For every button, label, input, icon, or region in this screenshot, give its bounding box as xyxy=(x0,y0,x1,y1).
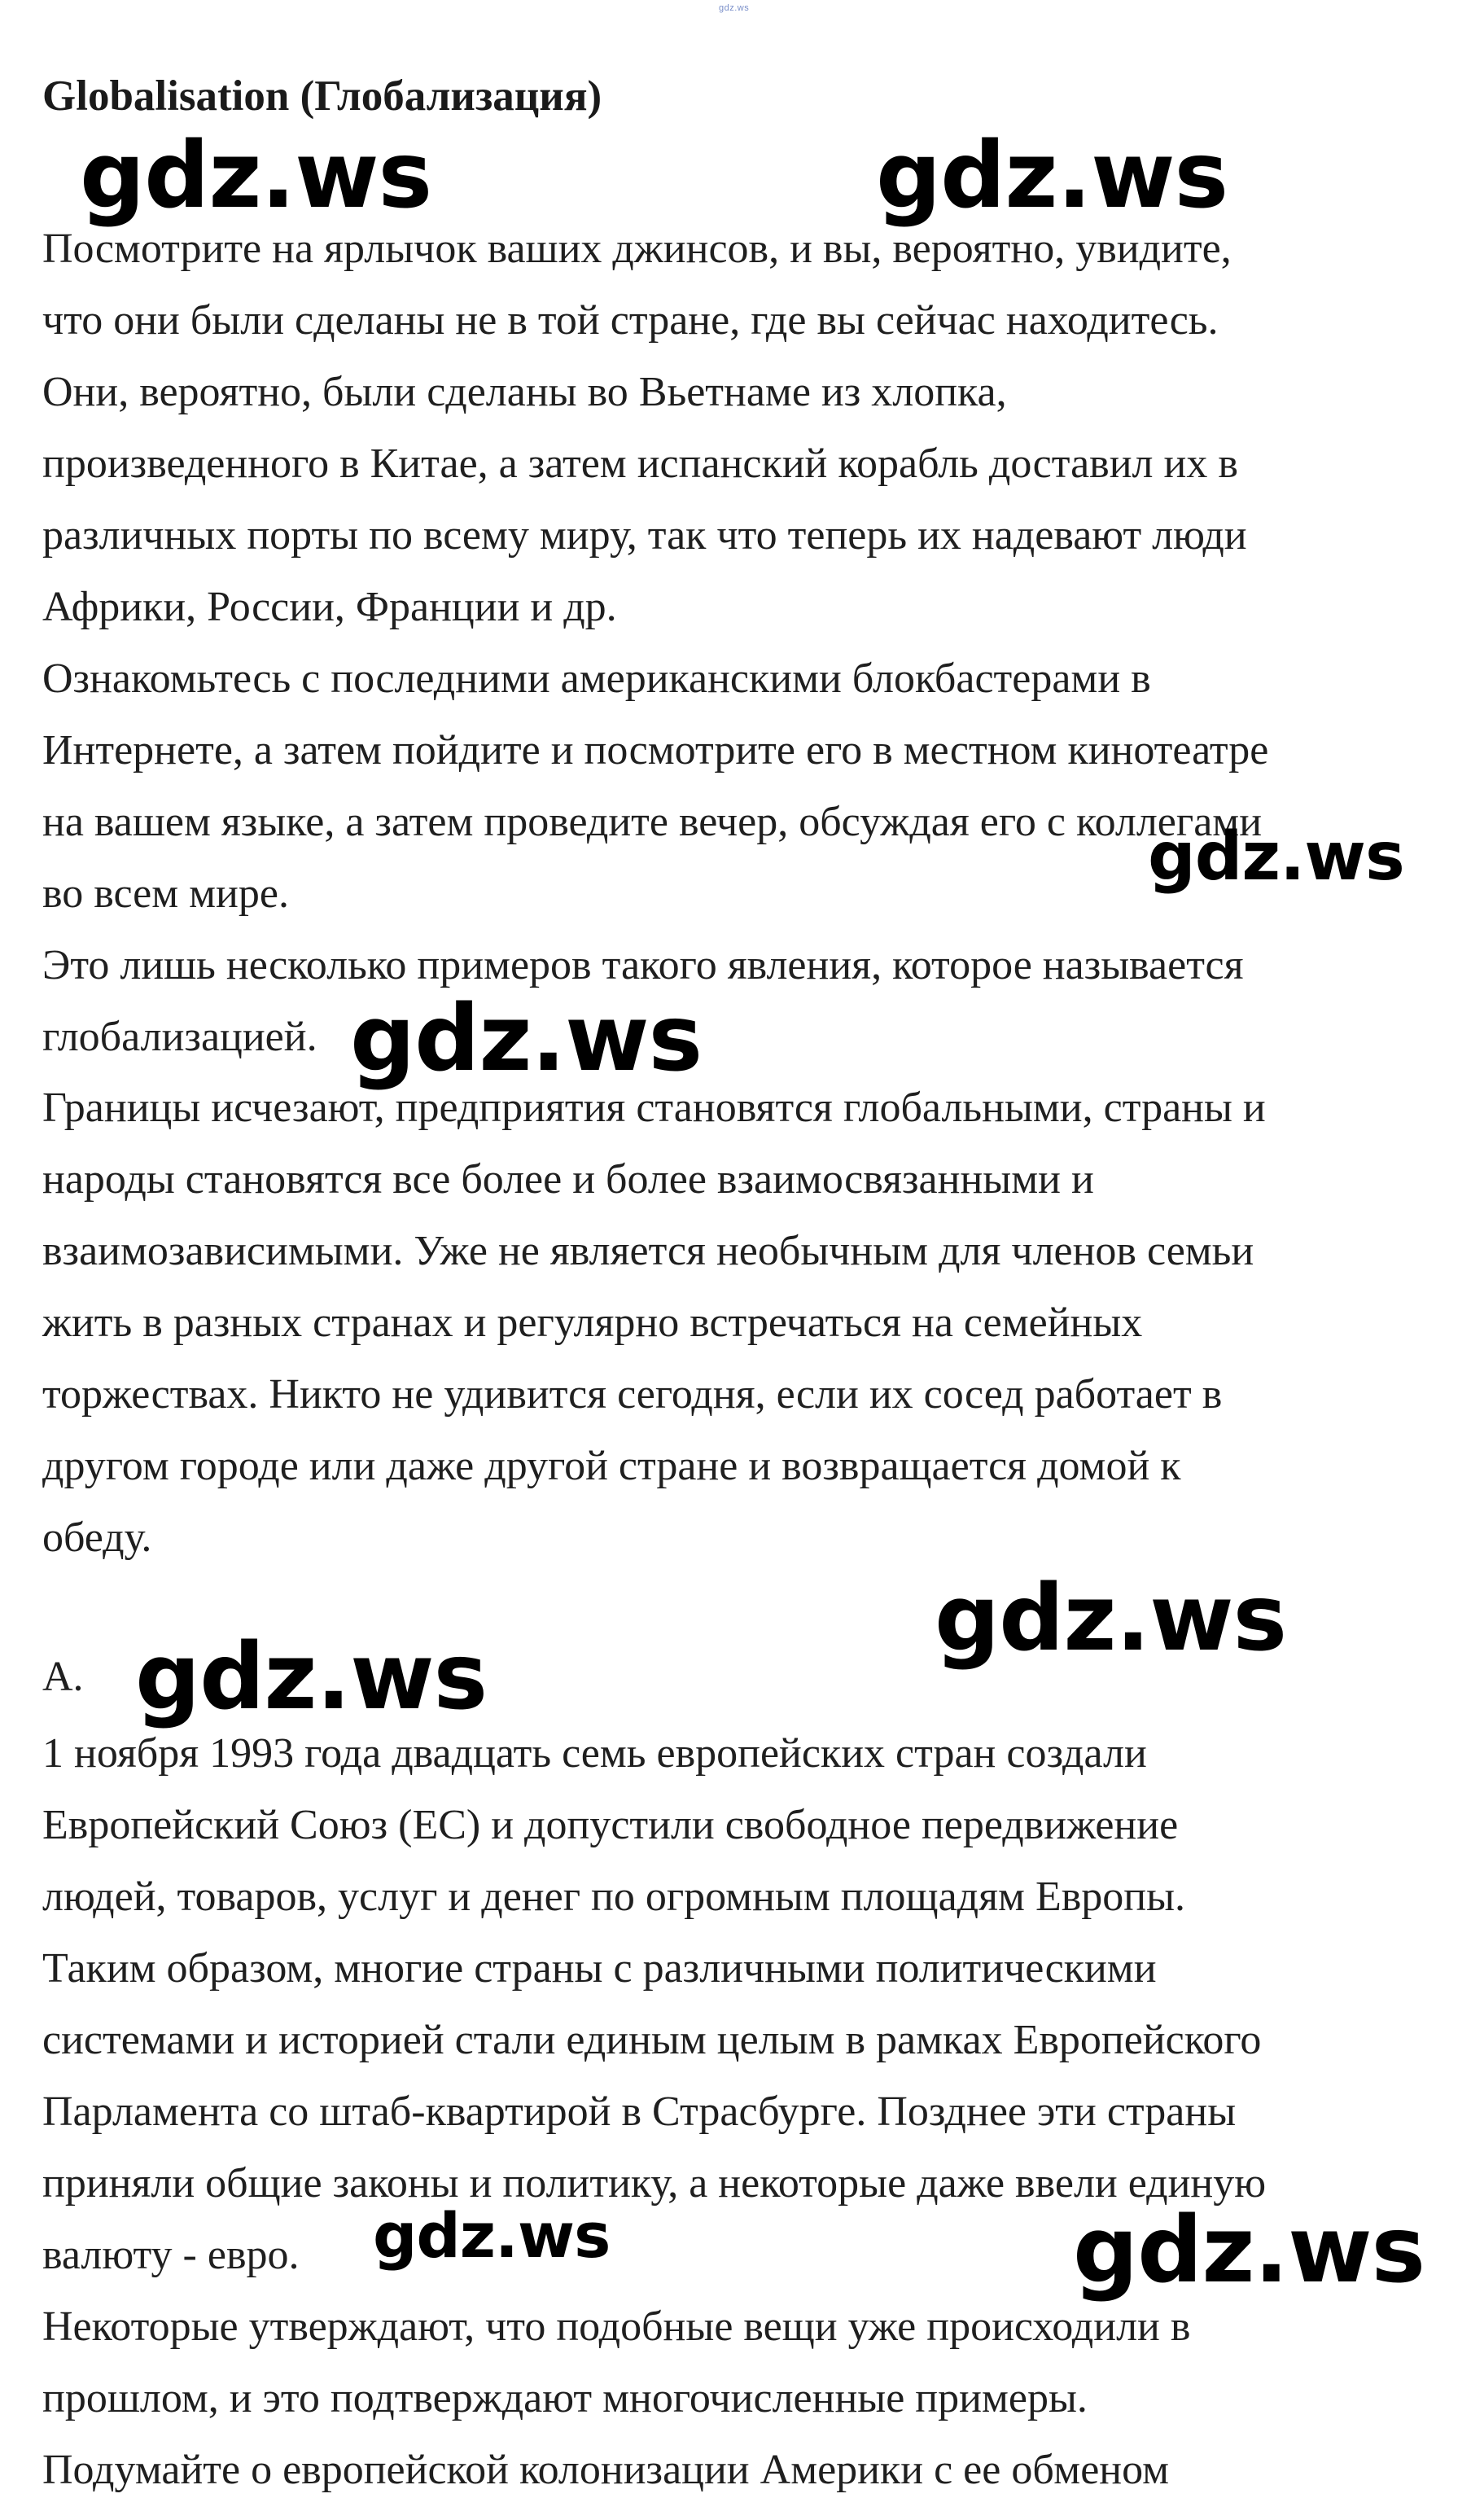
watermark: gdz.ws xyxy=(350,986,703,1092)
text-line: 1 ноября 1993 года двадцать семь европейских стран создали xyxy=(42,1730,1147,1777)
text-line: на вашем языке, а затем проведите вечер, обсуждая его с коллегами xyxy=(42,799,1263,845)
watermark: gdz.ws xyxy=(935,1566,1287,1672)
paragraph-past-examples xyxy=(42,2291,1190,2506)
top-watermark-mark: gdz.ws xyxy=(719,3,750,13)
text-line: Европейский Союз (ЕС) и допустили свободное передвижение xyxy=(42,1802,1179,1848)
watermark: gdz.ws xyxy=(135,1624,488,1730)
text-line: Некоторые утверждают, что подобные вещи уже происходили в xyxy=(42,2303,1191,2350)
page-title: Globalisation (Глобализация) xyxy=(42,72,602,120)
watermark: gdz.ws xyxy=(876,123,1228,229)
text-line: Парламента со штаб-квартирой в Страсбурге. Позднее эти страны xyxy=(42,2088,1237,2135)
watermark: gdz.ws xyxy=(373,2199,611,2272)
text-line: произведенного в Китае, а затем испанский корабль доставил их в xyxy=(42,440,1238,487)
text-line: Интернете, а затем пойдите и посмотрите его в местном кинотеатре xyxy=(42,727,1269,774)
text-line: Таким образом, многие страны с различными политическими xyxy=(42,1945,1157,1992)
text-line: системами и историей стали единым целым в рамках Европейского xyxy=(42,2017,1262,2063)
text-line: жить в разных странах и регулярно встречаться на семейных xyxy=(42,1299,1143,1346)
text-line: приняли общие законы и политику, а некоторые даже ввели единую xyxy=(42,2160,1267,2207)
text-line: Они, вероятно, были сделаны во Вьетнаме из хлопка, xyxy=(42,369,1007,415)
text-line: Подумайте о европейской колонизации Америки с ее обменом xyxy=(42,2447,1170,2493)
paragraph-blockbusters xyxy=(42,643,1268,930)
text-line: во всем мире. xyxy=(42,870,289,917)
text-line: обеду. xyxy=(42,1514,152,1561)
text-line: народы становятся все более и более взаимосвязанными и xyxy=(42,1156,1094,1203)
text-line: Это лишь несколько примеров такого явления, которое называется xyxy=(42,942,1244,988)
watermark: gdz.ws xyxy=(1073,2198,1425,2303)
text-line: Ознакомьтесь с последними американскими блокбастерами в xyxy=(42,655,1151,702)
text-line: другом городе или даже другой стране и возвращается домой к xyxy=(42,1443,1181,1489)
text-line: взаимозависимыми. Уже не является необычным для членов семьи xyxy=(42,1228,1254,1274)
section-marker: A. xyxy=(42,1654,84,1700)
watermark: gdz.ws xyxy=(80,123,432,229)
text-line: Африки, России, Франции и др. xyxy=(42,584,617,630)
text-line: торжествах. Никто не удивится сегодня, если их сосед работает в xyxy=(42,1371,1223,1418)
text-line: прошлом, и это подтверждают многочисленные примеры. xyxy=(42,2375,1088,2421)
text-line: Посмотрите на ярлычок ваших джинсов, и вы, вероятно, увидите, xyxy=(42,226,1232,272)
text-line: что они были сделаны не в той стране, где вы сейчас находитесь. xyxy=(42,297,1219,344)
paragraph-borders xyxy=(42,1072,1266,1574)
paragraph-jeans xyxy=(42,213,1247,643)
text-line: различных порты по всему миру, так что теперь их надевают люди xyxy=(42,512,1247,559)
text-line: Границы исчезают, предприятия становятся глобальными, страны и xyxy=(42,1085,1266,1131)
text-line: людей, товаров, услуг и денег по огромным площадям Европы. xyxy=(42,1874,1186,1920)
text-line: глобализацией. xyxy=(42,1014,317,1060)
text-line: валюту - евро. xyxy=(42,2232,300,2278)
watermark: gdz.ws xyxy=(1148,818,1404,896)
